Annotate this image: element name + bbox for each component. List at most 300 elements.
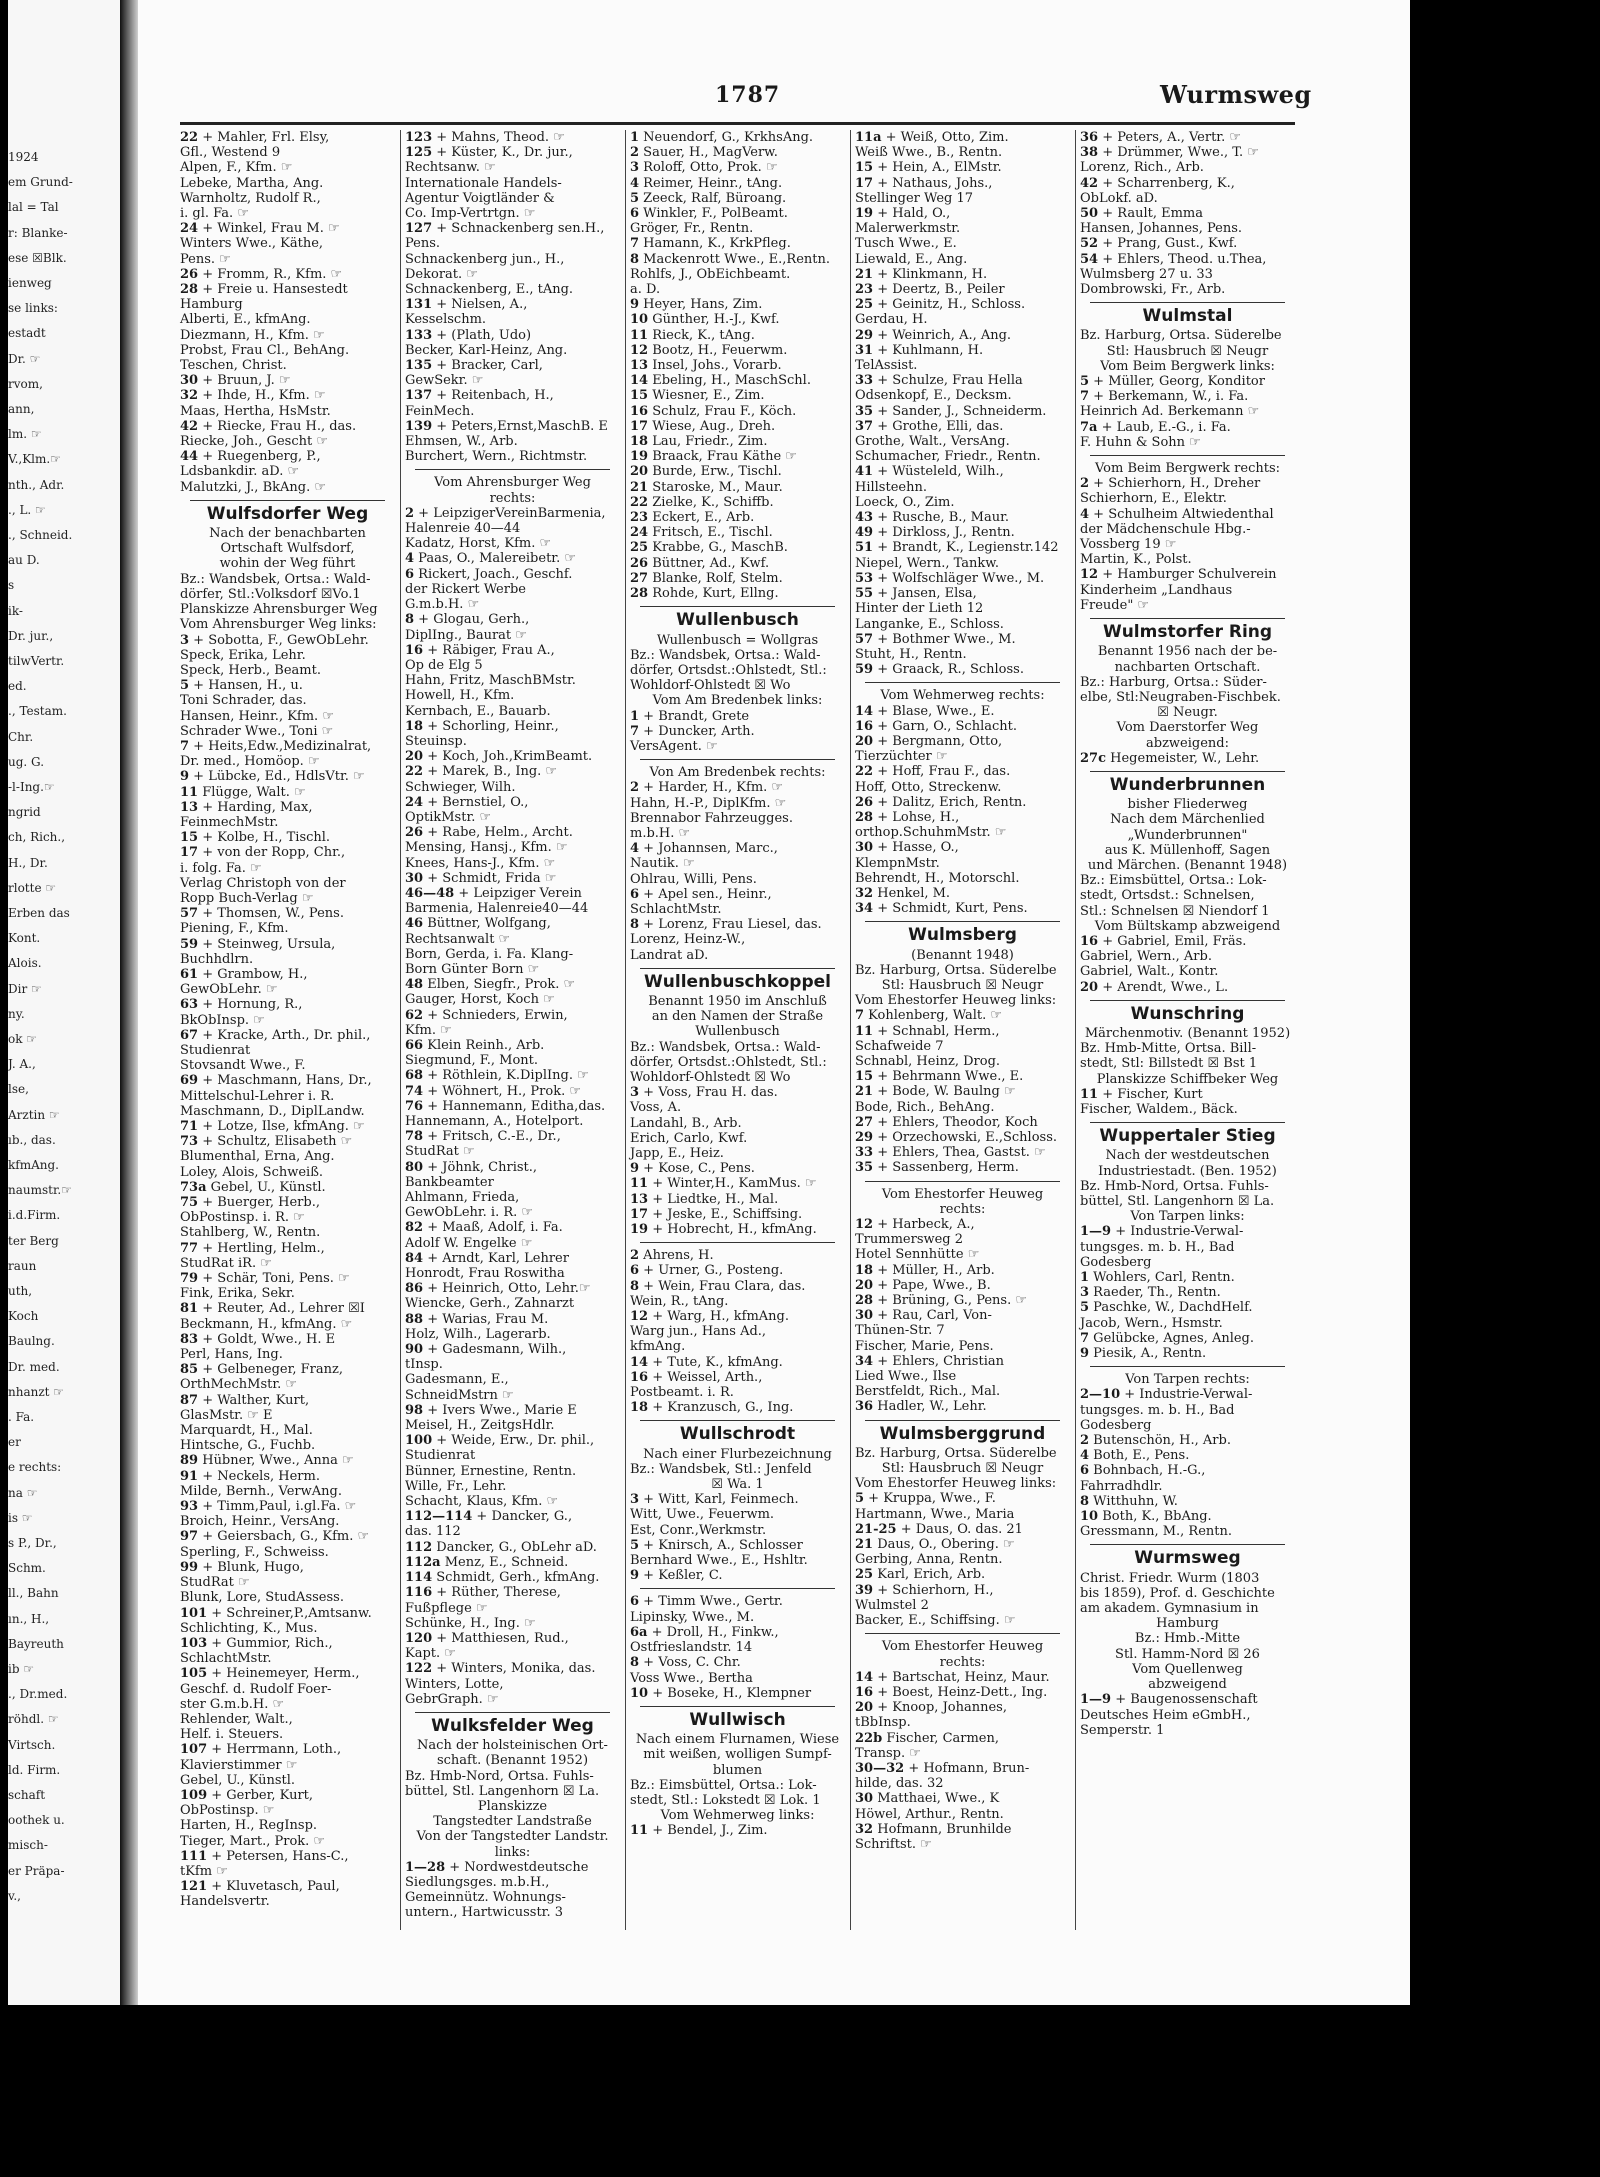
street-note: nachbarten Ortschaft.: [1114, 659, 1261, 675]
directory-entry: 120 + Matthiesen, Rud.,: [405, 1630, 569, 1646]
street-heading: Wulmsberggrund: [879, 1423, 1046, 1444]
directory-entry: Fink, Erika, Sekr.: [180, 1286, 295, 1302]
house-number: 74: [405, 1083, 424, 1099]
directory-entry: Honrodt, Frau Roswitha: [405, 1266, 565, 1282]
fragment-line: er: [8, 1435, 21, 1450]
fragment-line: kfmAng.: [8, 1158, 59, 1172]
directory-entry: GewObLehr. ☞: [180, 982, 278, 998]
house-number: 4: [630, 841, 640, 857]
directory-entry: 11 Flügge, Walt. ☞: [180, 784, 306, 800]
house-number: 10: [630, 1685, 649, 1701]
directory-entry: stedt, Stl: Billstedt ☒ Bst 1: [1080, 1056, 1258, 1072]
directory-entry: Speck, Herb., Beamt.: [180, 662, 321, 678]
directory-entry: 34 + Ehlers, Christian: [855, 1353, 1004, 1369]
directory-entry: 7 + Berkemann, W., i. Fa.: [1080, 389, 1249, 405]
directory-entry: 99 + Blunk, Hugo,: [180, 1559, 304, 1575]
directory-entry: 19 + Hobrecht, H., kfmAng.: [630, 1222, 817, 1238]
fragment-line: na ☞: [8, 1485, 38, 1500]
directory-entry: 112—114 + Dancker, G.,: [405, 1509, 573, 1525]
directory-entry: 1 + Brandt, Grete: [630, 708, 750, 724]
street-note: Stl: Hausbruch ☒ Neugr: [881, 977, 1044, 993]
directory-entry: 2 + Schierhorn, H., Dreher: [1080, 476, 1261, 492]
directory-entry: 24 Fritsch, E., Tischl.: [630, 525, 773, 541]
directory-entry: 17 + Nathaus, Johs.,: [855, 175, 993, 191]
directory-entry: Schnackenberg jun., H.,: [405, 251, 565, 267]
directory-entry: Mensing, Hansj., Kfm. ☞: [405, 840, 568, 856]
directory-entry: VersAgent. ☞: [630, 738, 718, 754]
directory-entry: 19 + Hald, O.,: [855, 206, 951, 222]
directory-entry: Hannemann, A., Hotelport.: [405, 1114, 584, 1129]
street-note: Tangstedter Landstraße: [433, 1814, 592, 1830]
directory-entry: 32 Hofmann, Brunhilde: [855, 1821, 1012, 1837]
directory-entry: 15 + Kolbe, H., Tischl.: [180, 830, 331, 846]
street-note: Industriestadt. (Ben. 1952): [1098, 1163, 1277, 1179]
house-number: 11: [630, 327, 649, 343]
house-number: 12: [1080, 567, 1099, 583]
section-divider: [865, 1181, 1060, 1182]
directory-entry: 52 + Prang, Gust., Kwf.: [1080, 236, 1238, 252]
house-number: 11: [630, 1176, 649, 1192]
street-note: rechts:: [939, 1201, 986, 1217]
fragment-line: e rechts:: [8, 1460, 62, 1475]
directory-entry: Landahl, B., Arb.: [630, 1115, 742, 1131]
directory-entry: Voss, A.: [630, 1100, 682, 1116]
fragment-line: ngrid: [8, 805, 41, 820]
house-number: 7: [1080, 1330, 1090, 1346]
directory-entry: 46 Büttner, Wolfgang,: [405, 916, 551, 932]
directory-entry: büttel, Stl. Langenhorn ☒ La.: [405, 1783, 600, 1799]
directory-entry: Transp. ☞: [855, 1745, 921, 1761]
fragment-line: er Präpa-: [8, 1863, 65, 1878]
directory-entry: 9 + Keßler, C.: [630, 1568, 723, 1584]
directory-entry: Gauger, Horst, Koch ☞: [405, 992, 555, 1008]
house-number: 22: [855, 764, 874, 780]
directory-entry: Erich, Carlo, Kwf.: [630, 1130, 748, 1146]
directory-entry: 30 Matthaei, Wwe., K: [855, 1791, 1000, 1807]
directory-entry: 97 + Geiersbach, G., Kfm. ☞: [180, 1529, 370, 1545]
directory-entry: Landrat aD.: [630, 947, 709, 963]
house-number: 10: [630, 312, 649, 328]
fragment-line: ienweg: [8, 276, 52, 290]
directory-entry: Weiß Wwe., B., Rentn.: [855, 145, 1003, 161]
house-number: 31: [855, 342, 874, 358]
directory-entry: 10 Both, K., BbAng.: [1080, 1509, 1212, 1525]
directory-entry: 15 + Hein, A., ElMstr.: [855, 160, 1002, 176]
directory-entry: Gerdau, H.: [855, 312, 928, 328]
directory-entry: Hahn, Fritz, MaschBMstr.: [405, 673, 576, 689]
directory-entry: Backer, E., Schiffsing. ☞: [855, 1613, 1016, 1629]
directory-entry: GewObLehr. i. R. ☞: [405, 1205, 534, 1221]
directory-entry: 18 + Müller, H., Arb.: [855, 1262, 995, 1278]
house-number: 16: [630, 1369, 649, 1385]
house-number: 46—48: [405, 885, 455, 901]
house-number: 3: [630, 1492, 640, 1508]
directory-entry: m.b.H. ☞: [630, 825, 691, 841]
directory-entry: Buchhdlrn.: [180, 951, 254, 967]
column-2: [405, 130, 620, 1921]
house-number: 61: [180, 966, 199, 982]
directory-entry: 89 Hübner, Wwe., Anna ☞: [180, 1453, 354, 1469]
fragment-line: estadt: [8, 326, 46, 341]
house-number: 13: [630, 1191, 649, 1207]
directory-entry: 109 + Gerber, Kurt,: [180, 1787, 314, 1803]
house-number: 69: [180, 1073, 199, 1089]
directory-entry: Born Günter Born ☞: [405, 961, 540, 977]
directory-entry: 2 Ahrens, H.: [630, 1248, 714, 1264]
directory-entry: 26 + Dalitz, Erich, Rentn.: [855, 794, 1027, 810]
house-number: 67: [180, 1027, 199, 1043]
directory-entry: 76 + Hannemann, Editha,das.: [405, 1098, 606, 1114]
section-divider: [640, 1706, 835, 1707]
directory-entry: 55 + Jansen, Elsa,: [855, 586, 977, 602]
street-note: Vom Daerstorfer Weg: [1116, 720, 1259, 736]
directory-entry: Tieger, Mart., Prok. ☞: [180, 1833, 326, 1849]
house-number: 35: [855, 403, 874, 419]
house-number: 9: [630, 297, 640, 313]
directory-entry: Vom Ahrensburger Weg links:: [180, 617, 377, 633]
directory-entry: Vossberg 19 ☞: [1080, 537, 1177, 553]
directory-entry: 137 + Reitenbach, H.,: [405, 388, 554, 404]
directory-entry: 12 + Warg, H., kfmAng.: [630, 1309, 789, 1325]
directory-entry: 22 Zielke, K., Schiffb.: [630, 494, 774, 510]
column-divider: [400, 130, 401, 1930]
house-number: 36: [1080, 130, 1099, 145]
directory-entry: 18 + Kranzusch, G., Ing.: [630, 1400, 794, 1416]
directory-entry: StudRat ☞: [180, 1575, 250, 1591]
fragment-line: nth., Adr.: [8, 477, 65, 492]
house-number: 98: [405, 1402, 424, 1418]
street-heading: Wullenbusch: [676, 610, 799, 631]
directory-entry: 21 + Klinkmann, H.: [855, 266, 988, 282]
directory-entry: 30 + Schmidt, Frida ☞: [405, 870, 557, 886]
directory-entry: 2 Sauer, H., MagVerw.: [630, 145, 778, 161]
directory-entry: 24 + Winkel, Frau M. ☞: [180, 221, 340, 237]
directory-entry: 121 + Kluvetasch, Paul,: [180, 1879, 340, 1895]
house-number: 73: [180, 1134, 199, 1150]
section-divider: [1090, 771, 1285, 772]
house-number: 86: [405, 1281, 424, 1297]
book-gutter: [120, 0, 138, 2010]
directory-entry: Bz.: Eimsbüttel, Ortsa.: Lok-: [1080, 873, 1267, 889]
house-number: 123: [405, 130, 433, 145]
section-divider: [1090, 1000, 1285, 1001]
directory-entry: Howell, H., Kfm.: [405, 688, 515, 704]
street-note: Wullenbusch = Wollgras: [656, 632, 819, 648]
directory-entry: 4 + Schulheim Altwiedenthal: [1080, 506, 1274, 522]
directory-entry: Verlag Christoph von der: [180, 875, 346, 891]
directory-entry: 23 + Deertz, B., Peiler: [855, 282, 1005, 298]
directory-entry: Dr. med., Homöop. ☞: [180, 754, 320, 770]
street-note: Vom Ehestorfer Heuweg: [881, 1639, 1044, 1655]
directory-entry: 66 Klein Reinh., Arb.: [405, 1037, 545, 1053]
directory-entry: Vom Ehestorfer Heuweg links:: [855, 1476, 1057, 1492]
directory-entry: Maschmann, D., DiplLandw.: [180, 1103, 365, 1119]
directory-entry: Gfl., Westend 9: [180, 145, 281, 161]
directory-entry: 21 Daus, O., Obering. ☞: [855, 1537, 1015, 1553]
section-divider: [865, 1420, 1060, 1421]
directory-entry: SchneidMstrn ☞: [405, 1387, 514, 1403]
directory-entry: Bz.: Wandsbek, Stl.: Jenfeld: [630, 1461, 812, 1477]
fragment-line: is ☞: [8, 1510, 33, 1525]
fragment-line: tilwVertr.: [8, 654, 65, 668]
directory-entry: Jacob, Wern., Hsmstr.: [1080, 1315, 1223, 1331]
directory-entry: Alberti, E., kfmAng.: [180, 312, 311, 328]
house-number: 12: [630, 342, 649, 358]
directory-entry: Perl, Hans, Ing.: [180, 1347, 283, 1363]
house-number: 21: [855, 1537, 874, 1553]
house-number: 30: [855, 1791, 874, 1807]
street-note: Nach der westdeutschen: [1105, 1148, 1270, 1164]
directory-entry: 16 + Weissel, Arth.,: [630, 1369, 763, 1385]
house-number: 30: [405, 870, 424, 886]
house-number: 79: [180, 1271, 199, 1287]
section-divider: [865, 1633, 1060, 1634]
house-number: 122: [405, 1661, 433, 1677]
directory-entry: ObPostinsp. i. R. ☞: [180, 1210, 305, 1226]
directory-entry: 86 + Heinrich, Otto, Lehr.☞: [405, 1281, 591, 1297]
house-number: 13: [180, 799, 199, 815]
directory-entry: Bz.: Harburg, Ortsa.: Süder-: [1080, 674, 1267, 690]
house-number: 100: [405, 1433, 433, 1449]
house-number: 77: [180, 1240, 199, 1256]
directory-entry: ObPostinsp. ☞: [180, 1803, 275, 1819]
house-number: 75: [180, 1195, 199, 1211]
directory-entry: Hahn, H.-P., DiplKfm. ☞: [630, 795, 787, 811]
street-note: Bz.: Hmb.-Mitte: [1134, 1631, 1241, 1647]
fragment-line: -l-Ing.☞: [8, 780, 55, 794]
directory-entry: i. folg. Fa. ☞: [180, 860, 262, 876]
house-number: 81: [180, 1301, 199, 1317]
house-number: 9: [630, 1161, 640, 1177]
house-number: 8: [1080, 1493, 1090, 1509]
street-note: schaft. (Benannt 1952): [436, 1753, 589, 1769]
directory-entry: 54 + Ehlers, Theod. u.Thea,: [1080, 251, 1267, 267]
house-number: 112: [405, 1539, 433, 1555]
directory-entry: Adolf W. Engelke ☞: [405, 1235, 533, 1251]
directory-entry: 11a + Weiß, Otto, Zim.: [855, 130, 1009, 145]
directory-entry: 21 + Bode, W. Baulng ☞: [855, 1084, 1016, 1100]
house-number: 13: [630, 358, 649, 374]
directory-entry: KlempnMstr.: [855, 855, 940, 871]
fragment-line: Arztin ☞: [8, 1107, 60, 1122]
directory-entry: 26 + Rabe, Helm., Archt.: [405, 825, 573, 841]
directory-entry: Knees, Hans-J., Kfm. ☞: [405, 855, 556, 871]
directory-entry: Alpen, F., Kfm. ☞: [180, 160, 293, 176]
house-number: 6: [630, 1594, 640, 1610]
directory-entry: 34 + Schmidt, Kurt, Pens.: [855, 901, 1028, 917]
house-number: 20: [855, 1700, 874, 1716]
directory-entry: Martin, K., Polst.: [1080, 552, 1192, 568]
house-number: 16: [855, 718, 874, 734]
directory-entry: 44 + Ruegenberg, P.,: [180, 449, 321, 465]
directory-entry: Studienrat: [405, 1448, 476, 1464]
directory-entry: Schacht, Klaus, Kfm. ☞: [405, 1494, 559, 1510]
directory-entry: stedt, Ortsdst.: Schnelsen,: [1080, 888, 1255, 904]
directory-entry: Winters Wwe., Käthe,: [180, 236, 324, 252]
street-note: ☒ Wa. 1: [711, 1477, 764, 1493]
house-number: 10: [1080, 1509, 1099, 1525]
house-number: 26: [180, 266, 199, 282]
directory-entry: Höwel, Arthur., Rentn.: [855, 1806, 1004, 1822]
directory-entry: 20 + Bergmann, Otto,: [855, 733, 1003, 749]
house-number: 97: [180, 1529, 199, 1545]
house-number: 8: [630, 1278, 640, 1294]
house-number: 48: [405, 977, 424, 993]
directory-entry: der Mädchenschule Hbg.-: [1080, 521, 1251, 537]
directory-entry: 20 + Knoop, Johannes,: [855, 1700, 1007, 1716]
directory-entry: 2—10 + Industrie-Verwal-: [1080, 1387, 1253, 1403]
fragment-line: ese ☒Blk.: [8, 250, 67, 265]
house-number: 57: [180, 906, 199, 922]
house-number: 16: [1080, 933, 1099, 949]
directory-entry: Lied Wwe., Ilse: [855, 1369, 957, 1385]
directory-entry: 27 + Ehlers, Theodor, Koch: [855, 1114, 1038, 1130]
directory-entry: Agentur Voigtländer &: [405, 190, 555, 206]
fragment-line: ann,: [8, 402, 35, 416]
house-number: 18: [855, 1262, 874, 1278]
house-number: 12: [855, 1217, 874, 1233]
section-divider: [640, 606, 835, 607]
directory-entry: Nautik. ☞: [630, 856, 695, 872]
street-note: Nach der holsteinischen Ort-: [417, 1738, 608, 1754]
directory-entry: Beckmann, H., kfmAng. ☞: [180, 1316, 353, 1332]
directory-entry: 9 + Kose, C., Pens.: [630, 1161, 755, 1177]
street-note: abzweigend:: [1146, 735, 1229, 751]
fragment-line: 1924: [8, 150, 39, 164]
directory-entry: 112a Menz, E., Schneid.: [405, 1554, 569, 1570]
directory-entry: Deutsches Heim eGmbH.,: [1080, 1707, 1251, 1723]
house-number: 101: [180, 1605, 208, 1621]
house-number: 20: [630, 464, 649, 480]
house-number: 43: [855, 510, 874, 526]
directory-entry: 11 + Fischer, Kurt: [1080, 1086, 1203, 1102]
directory-entry: 41 + Wüsteleld, Wilh.,: [855, 464, 1004, 480]
house-number: 5: [180, 678, 190, 694]
directory-entry: 15 + Behrmann Wwe., E.: [855, 1069, 1024, 1085]
directory-entry: 2 + LeipzigerVereinBarmenia,: [405, 505, 606, 521]
directory-entry: untern., Hartwicusstr. 3: [405, 1905, 563, 1921]
directory-entry: Stuht, H., Rentn.: [855, 646, 967, 662]
directory-entry: Kadatz, Horst, Kfm. ☞: [405, 536, 552, 552]
directory-entry: 7 + Duncker, Arth.: [630, 723, 755, 739]
fragment-line: nhanzt ☞: [8, 1384, 65, 1399]
house-number: 63: [180, 997, 199, 1013]
fragment-line: i.d.Firm.: [8, 1208, 61, 1223]
directory-entry: 75 + Buerger, Herb.,: [180, 1195, 320, 1211]
directory-entry: Ahlmann, Frieda,: [405, 1190, 520, 1206]
directory-entry: 74 + Wöhnert, H., Prok. ☞: [405, 1083, 582, 1099]
directory-entry: Maas, Hertha, HsMstr.: [180, 403, 331, 419]
directory-entry: Rechtsanwalt ☞: [405, 931, 511, 947]
house-number: 32: [180, 388, 199, 404]
directory-entry: Hoff, Otto, Streckenw.: [855, 779, 1002, 795]
street-note: (Benannt 1948): [911, 947, 1014, 963]
directory-entry: Stahlberg, W., Rentn.: [180, 1225, 321, 1241]
directory-entry: Hintsche, G., Fuchb.: [180, 1438, 316, 1454]
house-number: 8: [630, 917, 640, 933]
house-number: 37: [855, 418, 874, 434]
directory-entry: Schumacher, Friedr., Rentn.: [855, 449, 1041, 465]
street-note: Nach der benachbarten: [209, 526, 366, 542]
directory-entry: Kfm. ☞: [405, 1022, 452, 1038]
house-number: 29: [855, 327, 874, 343]
house-number: 52: [1080, 236, 1099, 252]
directory-entry: Stl.: Schnelsen ☒ Niendorf 1: [1080, 903, 1270, 919]
directory-entry: Dekorat. ☞: [405, 266, 478, 282]
house-number: 30: [855, 1308, 874, 1324]
directory-entry: Bz.: Wandsbek, Ortsa.: Wald-: [630, 647, 821, 663]
directory-entry: Japp, E., Heiz.: [630, 1146, 724, 1161]
house-number: 107: [180, 1742, 208, 1758]
fragment-line: Kont.: [8, 931, 41, 946]
directory-entry: Bz. Harburg, Ortsa. Süderelbe: [855, 1445, 1057, 1461]
scan-bottom-edge: [0, 2005, 1410, 2177]
directory-entry: am akadem. Gymnasium in: [1080, 1601, 1259, 1617]
directory-entry: 30 + Rau, Carl, Von-: [855, 1308, 992, 1324]
directory-entry: 31 + Kuhlmann, H.: [855, 342, 984, 358]
directory-entry: 81 + Reuter, Ad., Lehrer ☒I: [180, 1301, 365, 1317]
directory-entry: 8 + Voss, C. Chr.: [630, 1655, 741, 1671]
directory-entry: Lipinsky, Wwe., M.: [630, 1609, 755, 1625]
directory-entry: 11 + Bendel, J., Zim.: [630, 1823, 768, 1839]
directory-entry: 5 + Hansen, H., u.: [180, 678, 303, 694]
house-number: 34: [855, 1353, 874, 1369]
directory-entry: Odsenkopf, E., Decksm.: [855, 388, 1012, 404]
directory-entry: 51 + Brandt, K., Legienstr.142: [855, 540, 1059, 556]
directory-entry: FeinMech.: [405, 403, 475, 419]
street-note: Nach einer Flurbezeichnung: [643, 1446, 832, 1462]
adjacent-page-fragment: [8, 0, 120, 2005]
directory-entry: 5 + Knirsch, A., Schlosser: [630, 1537, 803, 1553]
fragment-line: ib ☞: [8, 1662, 35, 1676]
house-number: 21: [855, 266, 874, 282]
directory-entry: elbe, Stl:Neugraben-Fischbek.: [1080, 689, 1281, 705]
directory-entry: Fischer, Marie, Pens.: [855, 1338, 994, 1354]
house-number: 112—114: [405, 1509, 473, 1525]
directory-entry: Milde, Bernh., VerwAng.: [180, 1483, 342, 1499]
section-divider: [1090, 1122, 1285, 1123]
street-note: abzweigend: [1148, 1677, 1227, 1693]
house-number: 25: [855, 297, 874, 313]
directory-entry: 25 + Geinitz, H., Schloss.: [855, 297, 1026, 313]
directory-entry: Bz. Hmb-Nord, Ortsa. Fuhls-: [405, 1768, 594, 1784]
directory-entry: 9 Heyer, Hans, Zim.: [630, 297, 763, 313]
house-number: 87: [180, 1392, 199, 1408]
directory-entry: Schlichting, K., Mus.: [180, 1620, 318, 1636]
directory-entry: 5 + Müller, Georg, Konditor: [1080, 374, 1265, 390]
house-number: 5: [630, 190, 640, 206]
directory-entry: 61 + Grambow, H.,: [180, 966, 308, 982]
directory-entry: 11 + Schnabl, Herm.,: [855, 1023, 1000, 1039]
house-number: 114: [405, 1570, 433, 1586]
directory-entry: 43 + Rusche, B., Maur.: [855, 510, 1009, 526]
directory-entry: 32 Henkel, M.: [855, 885, 951, 901]
directory-entry: 13 + Harding, Max,: [180, 799, 313, 815]
fragment-line: lse,: [8, 1082, 29, 1097]
directory-entry: Voss Wwe., Bertha: [630, 1670, 753, 1686]
directory-entry: Bernhard Wwe., E., Hshltr.: [630, 1553, 808, 1569]
fragment-line: rlotte ☞: [8, 880, 57, 895]
column-3: [630, 130, 845, 1839]
fragment-line: ny.: [8, 1006, 25, 1021]
directory-entry: 12 + Hamburger Schulverein: [1080, 567, 1277, 583]
house-number: 35: [855, 1160, 874, 1176]
directory-entry: GlasMstr. ☞ E: [180, 1407, 273, 1423]
house-number: 76: [405, 1098, 424, 1114]
section-divider: [1090, 618, 1285, 619]
directory-entry: 17 + Jeske, E., Schiffsing.: [630, 1206, 803, 1222]
house-number: 89: [180, 1453, 199, 1469]
